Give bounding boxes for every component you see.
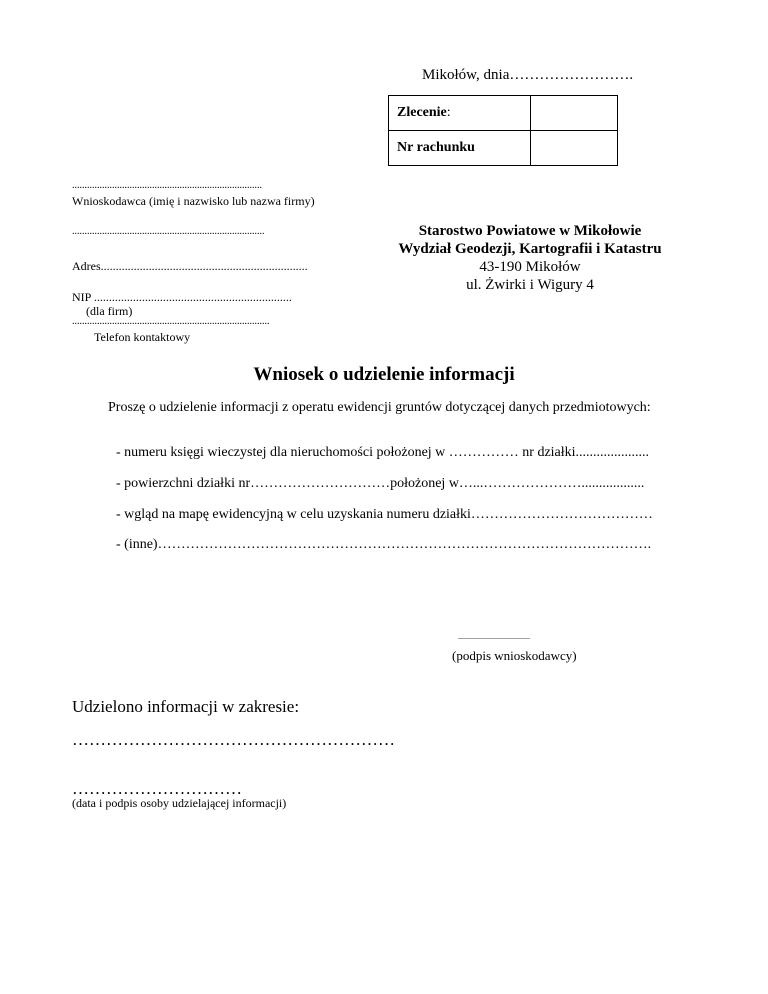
applicant-nip-note: (dla firm) <box>86 304 133 318</box>
request-item-map-view: - wgląd na mapę ewidencyjną w celu uzyskania numeru działki………………………………… <box>116 507 653 522</box>
city-date: Mikołów, dnia……………………. <box>422 67 634 83</box>
applicant-address: Adres..................................................................... <box>72 259 308 273</box>
order-label: Zlecenie <box>397 105 447 120</box>
applicant-nip: NIP .................................................................. <box>72 290 292 304</box>
applicant-signature-dots: .................................... <box>458 632 530 641</box>
request-item-land-register: - numeru księgi wieczystej dla nieruchomości położonej w …………… nr działki..................... <box>116 445 650 460</box>
order-row <box>389 96 618 131</box>
form-title: Wniosek o udzielenie informacji <box>253 364 515 385</box>
applicant-name-label: Wnioskodawca (imię i nazwisko lub nazwa firmy) <box>72 194 315 208</box>
request-item-other: - (inne)……………………………………………………………………………………………. <box>116 537 652 552</box>
applicant-name-dots: ............................................................................ <box>72 180 262 191</box>
order-table <box>388 95 618 166</box>
order-colon: : <box>446 105 451 120</box>
information-given-label: Udzielono informacji w zakresie: <box>72 697 300 716</box>
office-address-block <box>380 222 680 294</box>
applicant-phone-dots: ............................................................................... <box>72 316 270 327</box>
applicant-phone-label: Telefon kontaktowy <box>94 330 191 344</box>
request-intro: Proszę o udzielenie informacji z operatu ewidencji gruntów dotyczącej danych przedmiotowych: <box>108 400 651 415</box>
office-name: Starostwo Powiatowe w Mikołowie <box>418 223 642 239</box>
office-department: Wydział Geodezji, Kartografii i Katastru <box>398 241 662 257</box>
applicant-line2-dots: ............................................................................. <box>72 226 265 237</box>
account-label: Nr rachunku <box>397 140 475 155</box>
information-given-dots: ………………………………………………… <box>72 730 395 749</box>
official-signature-dots: ………………………… <box>72 779 242 798</box>
account-value-cell[interactable] <box>531 131 618 166</box>
account-label-cell <box>389 131 531 166</box>
order-value-cell[interactable] <box>531 96 618 131</box>
order-label-cell <box>389 96 531 131</box>
account-row <box>389 131 618 166</box>
official-signature-label: (data i podpis osoby udzielającej informacji) <box>72 796 287 810</box>
request-item-parcel-area: - powierzchni działki nr…………………………położonej w…...………………….................. <box>116 476 645 491</box>
office-postcode-city: 43-190 Mikołów <box>479 259 581 275</box>
applicant-signature-label: (podpis wnioskodawcy) <box>452 648 577 663</box>
office-street: ul. Żwirki i Wigury 4 <box>466 277 594 293</box>
